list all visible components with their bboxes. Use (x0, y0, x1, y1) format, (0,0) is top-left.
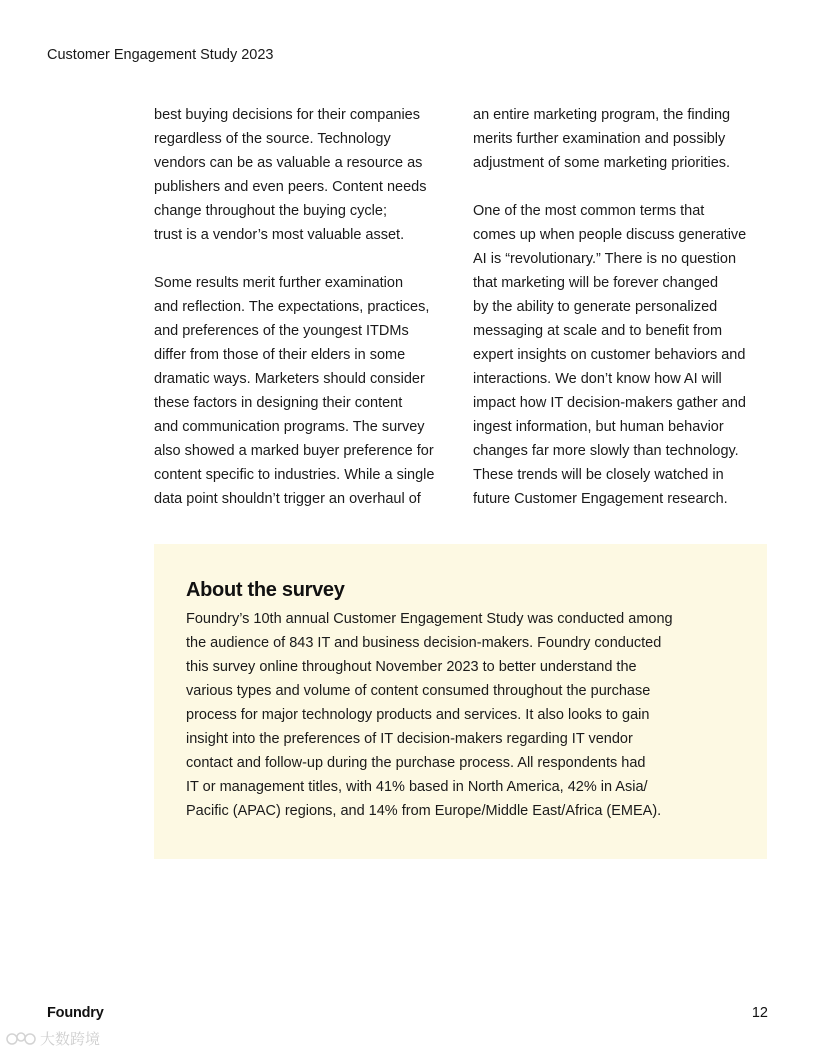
text-line: content specific to industries. While a single (154, 467, 435, 483)
text-line: impact how IT decision-makers gather and (473, 395, 746, 411)
text-line: also showed a marked buyer preference for (154, 443, 434, 459)
text-line: expert insights on customer behaviors and (473, 347, 746, 363)
text-line: various types and volume of content consumed throughout the purchase (186, 683, 651, 699)
text-line: merits further examination and possibly (473, 131, 726, 147)
watermark (6, 1028, 100, 1049)
callout-body (186, 607, 746, 823)
about-survey-callout (154, 544, 767, 859)
left-column (154, 103, 454, 511)
right-paragraph-2 (473, 199, 773, 511)
text-line: that marketing will be forever changed (473, 275, 719, 291)
text-line: change throughout the buying cycle; (154, 203, 387, 219)
text-line: Some results merit further examination (154, 275, 404, 291)
text-line: contact and follow-up during the purchase process. All respondents had (186, 755, 646, 771)
page-number: 12 (751, 1005, 768, 1021)
text-line: These trends will be closely watched in (473, 467, 724, 483)
text-line: by the ability to generate personalized (473, 299, 718, 315)
text-line: vendors can be as valuable a resource as (154, 155, 423, 171)
text-line: and reflection. The expectations, practices, (154, 299, 430, 315)
text-line: insight into the preferences of IT decision-makers regarding IT vendor (186, 731, 633, 747)
text-line: process for major technology products and services. It also looks to gain (186, 707, 650, 723)
footer-brand-logo: Foundry (47, 1005, 104, 1021)
text-line: future Customer Engagement research. (473, 491, 728, 507)
text-line: data point shouldn’t trigger an overhaul of (154, 491, 421, 507)
left-paragraph-1 (154, 103, 454, 247)
text-line: this survey online throughout November 2023 to better understand the (186, 659, 637, 675)
text-line: an entire marketing program, the finding (473, 107, 731, 123)
text-line: One of the most common terms that (473, 203, 705, 219)
right-column (473, 103, 773, 511)
text-line: dramatic ways. Marketers should consider (154, 371, 425, 387)
text-line: publishers and even peers. Content needs (154, 179, 427, 195)
text-line: ingest information, but human behavior (473, 419, 724, 435)
text-line: interactions. We don’t know how AI will (473, 371, 722, 387)
text-line: AI is “revolutionary.” There is no question (473, 251, 737, 267)
right-paragraph-1 (473, 103, 773, 175)
text-line: and communication programs. The survey (154, 419, 425, 435)
text-line: regardless of the source. Technology (154, 131, 391, 147)
text-line: trust is a vendor’s most valuable asset. (154, 227, 405, 243)
watermark-text: 大数跨境 (40, 1031, 101, 1048)
text-line: IT or management titles, with 41% based in North America, 42% in Asia/ (186, 779, 648, 795)
text-line: adjustment of some marketing priorities. (473, 155, 731, 171)
text-line: messaging at scale and to benefit from (473, 323, 723, 339)
callout-heading: About the survey (186, 579, 345, 601)
text-line: and preferences of the youngest ITDMs (154, 323, 409, 339)
text-line: differ from those of their elders in some (154, 347, 406, 363)
text-line: the audience of 843 IT and business decision-makers. Foundry conducted (186, 635, 662, 651)
text-line: changes far more slowly than technology. (473, 443, 739, 459)
watermark-logo-icon (6, 1030, 36, 1048)
text-line: Pacific (APAC) regions, and 14% from Europe/Middle East/Africa (EMEA). (186, 803, 662, 819)
text-line: these factors in designing their content (154, 395, 403, 411)
text-line: comes up when people discuss generative (473, 227, 747, 243)
document-header-title: Customer Engagement Study 2023 (47, 47, 274, 63)
text-line: best buying decisions for their companies (154, 107, 420, 123)
left-paragraph-2 (154, 271, 454, 511)
text-line: Foundry’s 10th annual Customer Engagement Study was conducted among (186, 611, 673, 627)
